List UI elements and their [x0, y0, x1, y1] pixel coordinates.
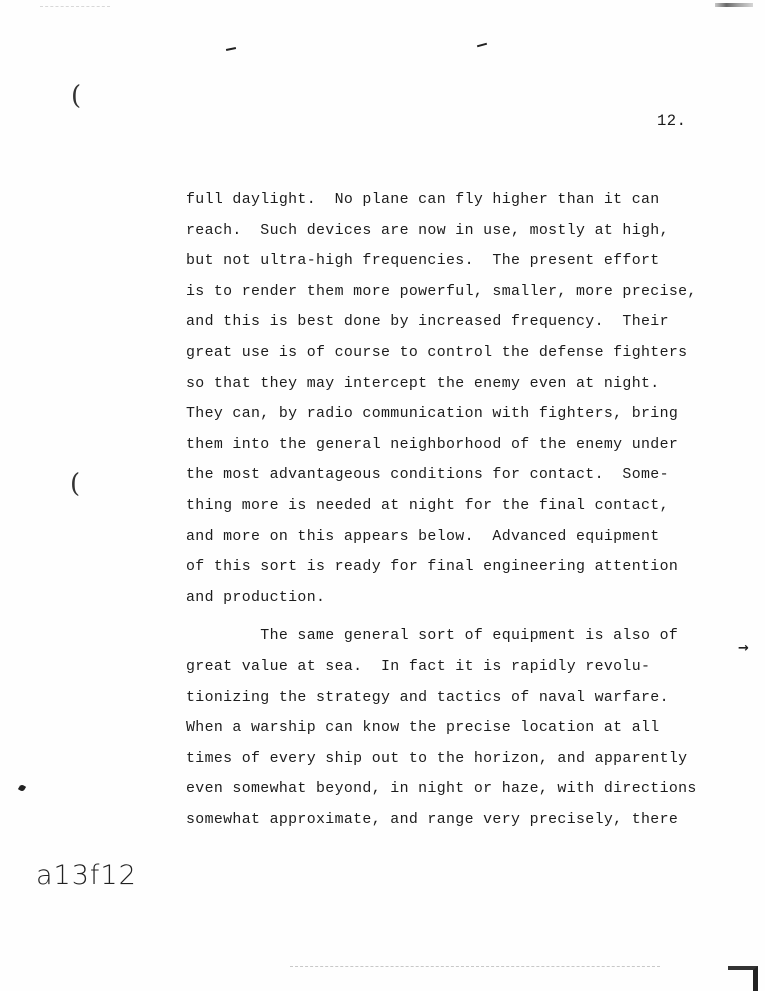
- paragraph-2: [186, 621, 746, 835]
- text-line: somewhat approximate, and range very precisely, there: [186, 811, 679, 828]
- text-line: They can, by radio communication with fighters, bring: [186, 406, 679, 423]
- text-line: even somewhat beyond, in night or haze, with directions: [186, 781, 697, 798]
- margin-arrow-mark: →: [738, 641, 749, 656]
- text-line: so that they may intercept the enemy even at night.: [186, 375, 660, 392]
- text-line: and production.: [186, 589, 326, 606]
- text-line: is to render them more powerful, smaller, more precise,: [186, 283, 697, 300]
- scan-mark: [477, 43, 487, 48]
- scan-artifact-top-left: [40, 6, 110, 7]
- text-line: When a warship can know the precise location at all: [186, 720, 660, 737]
- text-line: the most advantageous conditions for contact. Some-: [186, 467, 669, 484]
- scan-corner-mark: [728, 966, 758, 991]
- scan-artifact-top-right: [715, 3, 753, 7]
- text-line: full daylight. No plane can fly higher than it can: [186, 192, 660, 208]
- scan-mark: [226, 47, 236, 51]
- text-line: tionizing the strategy and tactics of naval warfare.: [186, 689, 669, 706]
- text-line: reach. Such devices are now in use, mostly at high,: [186, 222, 669, 239]
- typed-body-text: [186, 185, 746, 835]
- text-line: great use is of course to control the defense fighters: [186, 344, 688, 361]
- text-line: and more on this appears below. Advanced equipment: [186, 528, 660, 545]
- text-line: times of every ship out to the horizon, and apparently: [186, 750, 688, 767]
- text-line: them into the general neighborhood of the enemy under: [186, 436, 679, 453]
- margin-ink-mark: [18, 784, 26, 792]
- margin-paren-middle: (: [70, 469, 81, 499]
- text-line: The same general sort of equipment is also of: [186, 628, 679, 645]
- page-number: 12.: [657, 112, 687, 130]
- handwritten-annotation: a13f12: [36, 860, 137, 891]
- text-line: and this is best done by increased frequency. Their: [186, 314, 669, 331]
- paragraph-1: [186, 185, 746, 613]
- scan-artifact-bottom: [290, 966, 660, 967]
- text-line: great value at sea. In fact it is rapidly revolu-: [186, 658, 651, 675]
- text-line: but not ultra-high frequencies. The present effort: [186, 253, 660, 270]
- text-line: of this sort is ready for final engineering attention: [186, 559, 679, 576]
- text-line: thing more is needed at night for the final contact,: [186, 497, 669, 514]
- margin-paren-top: (: [71, 81, 82, 111]
